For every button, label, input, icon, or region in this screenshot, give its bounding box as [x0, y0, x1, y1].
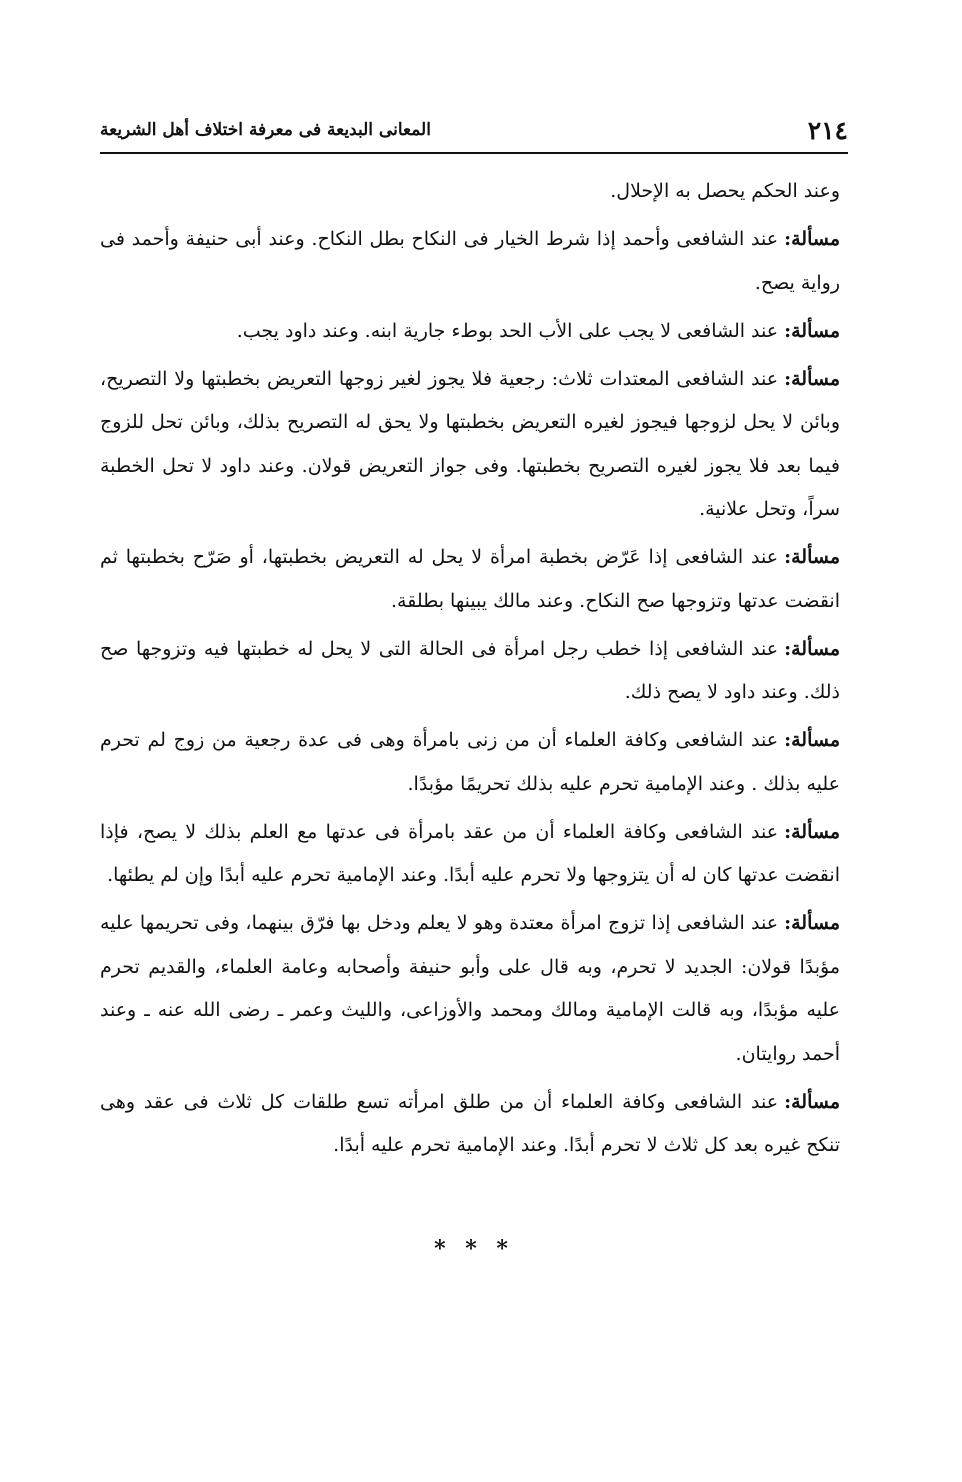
paragraph-text: عند الشافعى وأحمد إذا شرط الخيار فى النكاح بطل النكاح. وعند أبى حنيفة وأحمد فى رواية يصح. [100, 228, 840, 294]
page-body [100, 170, 840, 1172]
paragraph-text: وعند الحكم يحصل به الإحلال. [610, 180, 840, 202]
paragraph-text: عند الشافعى وكافة العلماء أن من زنى بامرأة وهى فى عدة رجعية من زوج لم تحرم عليه بذلك . وعند الإمامية تحرم عليه بذلك تحريمًا مؤبدًا. [100, 729, 840, 795]
paragraph-text: عند الشافعى وكافة العلماء أن من طلق امرأته تسع طلقات كل ثلاث فى عقد وهى تنكح غيره بعد كل ثلاث لا تحرم أبدًا. وعند الإمامية تحرم عليه أبدًا. [100, 1090, 840, 1156]
paragraph-text: عند الشافعى إذا تزوج امرأة معتدة وهو لا يعلم ودخل بها فرّق بينهما، وفى تحريمها عليه مؤبدًا قولان: الجديد لا تحرم، وبه قال على وأبو حنيفة وأصحابه وعامة العلماء، والقديم تحرم عليه مؤبدًا، وبه قالت الإمامية ومالك ومحمد والأوزاعى، والليث وعمر ـ رضى الله عنه ـ وعند أحمد روايتان. [100, 912, 840, 1065]
section-separator: * * * [434, 1236, 514, 1262]
masala-label: مسألة: [784, 729, 840, 751]
paragraph-text: عند الشافعى لا يجب على الأب الحد بوطء جارية ابنه. وعند داود يجب. [236, 319, 779, 342]
masala-label: مسألة: [784, 1090, 840, 1113]
masala-label: مسألة: [784, 820, 840, 843]
paragraph-text: عند الشافعى المعتدات ثلاث: رجعية فلا يجوز لغير زوجها التعريض بخطبتها ولا التصريح، وبائن لا يحل لزوجها فيجوز لغيره التعريض بخطبتها ولا يحق له التصريح بذلك، وبائن تحل للزوج فيما بعد فلا يجوز لغيره التصريح بخطبتها. وفى جواز التعريض قولان. وعند داود لا تحل الخطبة سراً، وتحل علانية. [100, 367, 840, 520]
page-header [100, 112, 848, 154]
masala-label: مسألة: [784, 319, 840, 342]
paragraph [100, 310, 840, 354]
masala-label: مسألة: [784, 912, 840, 934]
masala-label: مسألة: [784, 637, 840, 660]
paragraph-text: عند الشافعى إذا خطب رجل امرأة فى الحالة التى لا يحل له خطبتها فيه وتزوجها صح ذلك. وعند داود لا يصح ذلك. [100, 637, 840, 703]
paragraph [100, 811, 840, 898]
header-rule [100, 152, 848, 154]
paragraph [100, 358, 840, 532]
paragraph [100, 218, 840, 305]
paragraph [100, 170, 840, 214]
paragraph [100, 628, 840, 715]
paragraph-text: عند الشافعى وكافة العلماء أن من عقد بامرأة فى عدتها مع العلم بذلك لا يصح، فإذا انقضت عدتها كان له أن يتزوجها ولا تحرم عليه أبدًا. وعند الإمامية تحرم عليه أبدًا وإن لم يطئها. [100, 820, 840, 886]
masala-label: مسألة: [784, 546, 840, 568]
masala-label: مسألة: [784, 228, 840, 250]
masala-label: مسألة: [784, 367, 840, 390]
paragraph [100, 902, 840, 1076]
paragraph [100, 719, 840, 806]
paragraph [100, 1081, 840, 1168]
running-title: المعانى البديعة فى معرفة اختلاف أهل الشريعة [100, 120, 431, 140]
paragraph [100, 536, 840, 623]
paragraph-text: عند الشافعى إذا عَرّض بخطبة امرأة لا يحل له التعريض بخطبتها، أو صَرّح بخطبتها ثم انقضت عدتها وتزوجها صح النكاح. وعند مالك يبينها بطلقة. [100, 546, 840, 612]
page-number: ٢١٤ [807, 116, 848, 145]
